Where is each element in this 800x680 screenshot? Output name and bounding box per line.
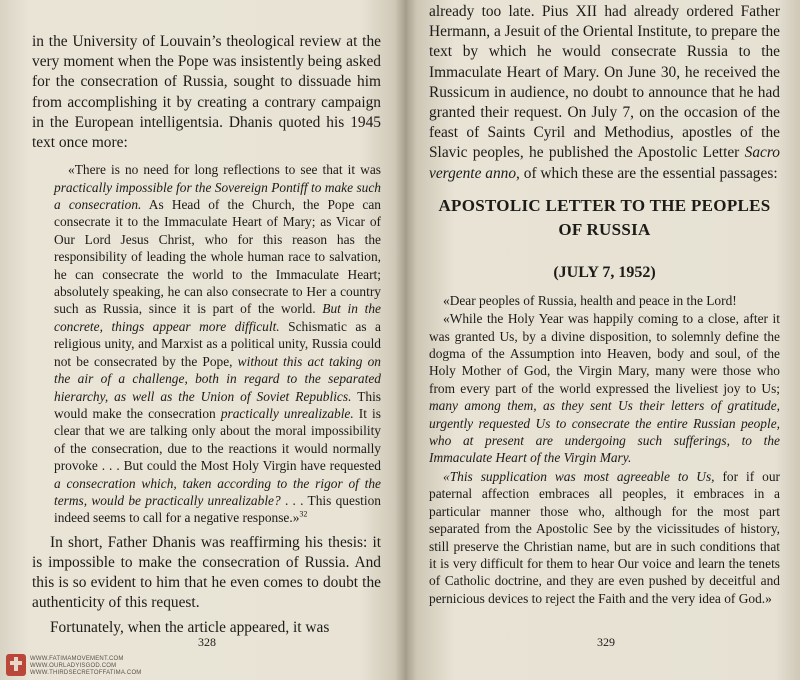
watermark-url: WWW.FATIMAMOVEMENT.COM [30, 656, 124, 662]
quote-italic-1: practically impossible for the Sovereign Pontiff to make such a consecration. [54, 179, 381, 213]
letter-paragraph-2 [429, 310, 780, 467]
right-text-2: , of which these are the essential passages: [516, 164, 778, 182]
right-text-1: already too late. Pius XII had already ordered Father Hermann, a Jesuit of the Oriental Institute, to prepare the text by which he would consecrate Russia to the Immaculate Heart of Mary. On June 30, he received the Russicum in audience, no doubt to announce that he had granted their request. On July 7, on the occasion of the feast of Saints Cyril and Methodius, apostles of the Slavic peoples, he published the Apostolic Letter [429, 3, 780, 162]
left-paragraph-3: Fortunately, when the article appeared, it was [50, 618, 330, 636]
left-paragraph-1: in the University of Louvain’s theological review at the very moment when the Pope was insistently being asked for the consecration of Russia, sought to dissuade him from accomplishing it by creating a contrary campaign in the European intelligentsia. Dhanis quoted his 1945 text once more: [32, 33, 381, 152]
footnote-ref: 32 [299, 509, 308, 519]
letter-text-3: for if our paternal affection embraces all peoples, it embraces in a particular manner those who, although for the most part separated from the Apostolic See by the vicissitudes of history, still preserve the Christian name, but are in such conditions that it is very difficult for them to hear Our voice and learn the tenets of Catholic doctrine, and they are even pushed by deceitful and pernicious devices to reject the Faith and the very idea of God.» [429, 468, 781, 606]
watermark-url: WWW.OURLADYISGOD.COM [30, 663, 117, 669]
watermark-url: WWW.THIRDSECRETOFFATIMA.COM [30, 670, 142, 676]
quote-text-4: This would make the consecration [54, 388, 382, 421]
quote-text-2: As Head of the Church, the Pope can consecrate it to the Immaculate Heart of Mary; as Vicar of Our Lord Jesus Christ, who for this reason has the responsibility of leading the whole human race to salvation, he can consecrate the world to the Immaculate Heart; absolutely speaking, he can also consecrate to Her a country such as Russia, since it is part of the world. [54, 197, 381, 317]
left-paragraph-2: In short, Father Dhanis was reaffirming his thesis: it is impossible to make the consecration of Russia. And this is so evident to him that he even comes to doubt the authenticity of this request. [32, 533, 381, 612]
quote-italic-3: without this act taking on the air of a challenge, both in regard to the separated hierarchy, as well as the Union of Soviet Republics. [54, 353, 381, 404]
letter-italic-2: many among them, as they sent Us their letters of gratitude, urgently requested Us to consecrate the entire Russian people, who at present are undergoing such sufferings, to the Immaculate Heart of the Virgin Mary. [429, 398, 780, 466]
letter-date: (JULY 7, 1952) [553, 263, 656, 281]
letter-text-2: «While the Holy Year was happily coming to a close, after it was granted Us, by a divine disposition, to solemnly define the dogma of the Assumption into Heaven, body and soul, of the Holy Mother of God, the Virgin Mary, many were those who from every part of the world expressed the liveliest joy to Us; [429, 311, 780, 396]
section-heading: APOSTOLIC LETTER TO THE PEOPLES OF RUSSIA [438, 195, 771, 239]
letter-paragraph-3 [429, 468, 780, 607]
dhanis-quote [32, 161, 381, 527]
quote-italic-2: But in the concrete, things appear more difficult. [54, 301, 381, 334]
cross-seal-icon [6, 654, 26, 676]
right-paragraph-1 [429, 2, 780, 184]
quote-text-1: «There is no need for long reflections to see that it was [68, 162, 381, 178]
page-number-right: 329 [597, 635, 615, 649]
watermark-urls [30, 656, 142, 677]
quote-text-6: . . . This question indeed seems to call for a negative response.» [54, 492, 381, 526]
page-number-left: 328 [198, 635, 216, 649]
quote-text-3: Schismatic as a religious unity, and Marxist as a political unity, Russia could not be consecrated by the Pope, [54, 318, 381, 369]
quote-italic-4: practically unrealizable. [220, 405, 354, 421]
right-page [405, 0, 800, 680]
quote-italic-5: a consecration which, taken according to the rigor of the terms, would be practically unrealizable? [54, 475, 381, 508]
letter-paragraph-1: «Dear peoples of Russia, health and peace in the Lord! [443, 292, 737, 308]
quote-text-5: It is clear that we are talking only about the moral impossibility of the consecration, due to the reactions it would normally provoke . . . But could the Most Holy Virgin have requested [54, 405, 381, 474]
letter-italic-3: «This supplication was most agreeable to Us, [443, 468, 715, 484]
letter-title-italic: Sacro vergente anno [429, 144, 780, 182]
